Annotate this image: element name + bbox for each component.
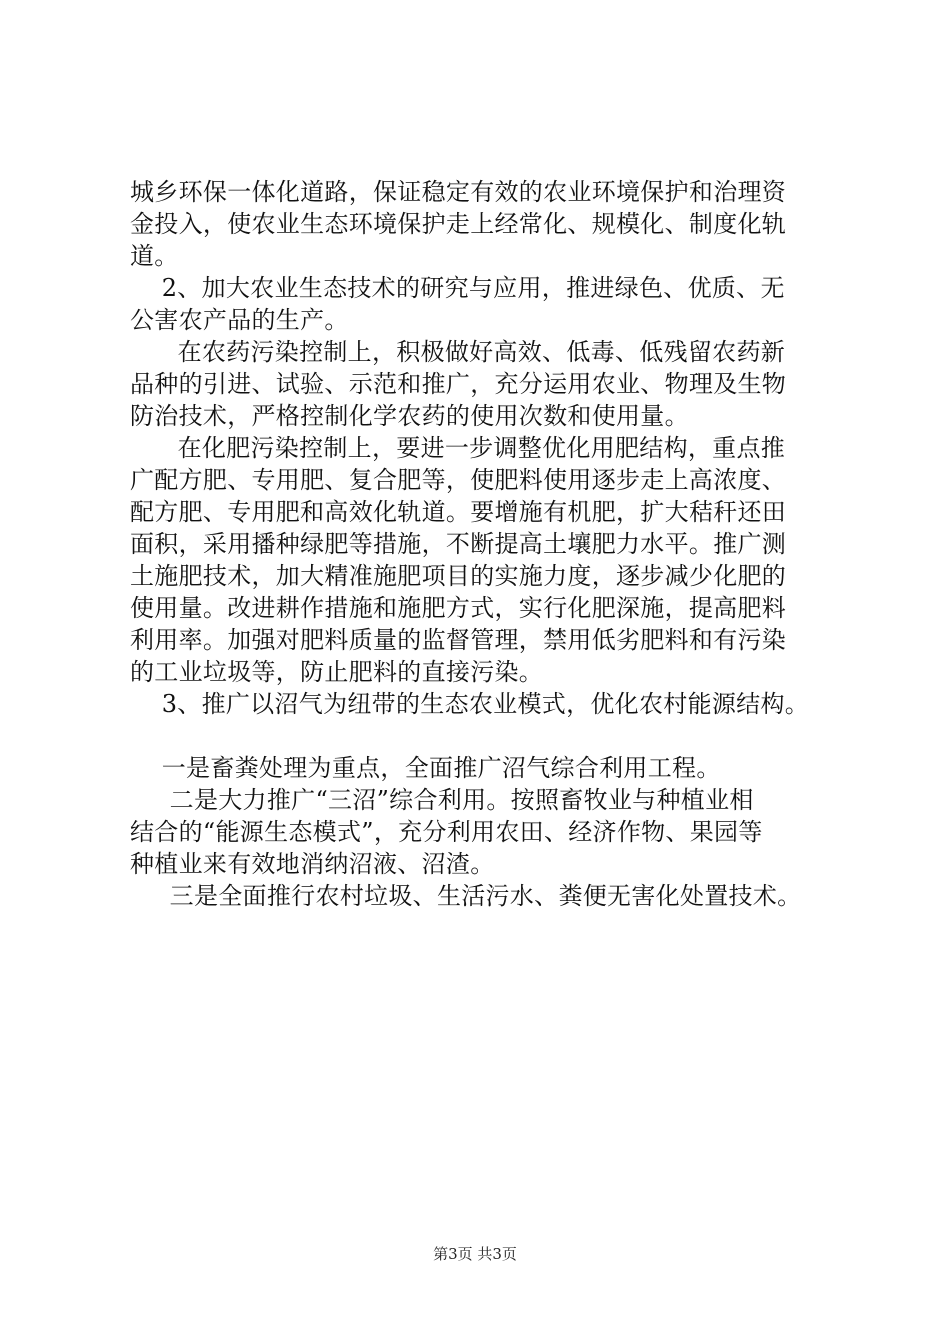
text-line: 2、加大农业生态技术的研究与应用，推进绿色、优质、无	[130, 274, 785, 302]
text-line: 结合的“能源生态模式”，充分利用农田、经济作物、果园等	[130, 818, 763, 846]
text-line: 公害农产品的生产。	[130, 306, 349, 334]
text-line: 城乡环保一体化道路，保证稳定有效的农业环境保护和治理资	[130, 178, 787, 206]
text-line: 防治技术，严格控制化学农药的使用次数和使用量。	[130, 402, 689, 430]
text-line: 二是大力推广“三沼”综合利用。按照畜牧业与种植业相	[130, 786, 754, 814]
text-line: 种植业来有效地消纳沼液、沼渣。	[130, 850, 495, 878]
text-line: 三是全面推行农村垃圾、生活污水、粪便无害化处置技术。	[130, 882, 802, 910]
text-line: 使用量。改进耕作措施和施肥方式，实行化肥深施，提高肥料	[130, 594, 787, 622]
text-line: 在化肥污染控制上，要进一步调整优化用肥结构，重点推	[130, 434, 786, 462]
document-body	[130, 176, 842, 912]
text-line: 土施肥技术，加大精准施肥项目的实施力度，逐步减少化肥的	[130, 562, 787, 590]
text-line: 配方肥、专用肥和高效化轨道。要增施有机肥，扩大秸秆还田	[130, 498, 787, 526]
text-line: 利用率。加强对肥料质量的监督管理，禁用低劣肥料和有污染	[130, 626, 787, 654]
blank-line	[130, 720, 842, 752]
text-line: 一是畜粪处理为重点，全面推广沼气综合利用工程。	[130, 754, 721, 782]
page-number-footer: 第3页 共3页	[433, 1245, 517, 1263]
text-line: 的工业垃圾等，防止肥料的直接污染。	[130, 658, 544, 686]
text-line: 在农药污染控制上，积极做好高效、低毒、低残留农药新	[130, 338, 786, 366]
text-line: 面积，采用播种绿肥等措施，不断提高土壤肥力水平。推广测	[130, 530, 787, 558]
text-line: 3、推广以沼气为纽带的生态农业模式，优化农村能源结构。	[130, 690, 810, 718]
text-line: 广配方肥、专用肥、复合肥等，使肥料使用逐步走上高浓度、	[130, 466, 787, 494]
text-line: 品种的引进、试验、示范和推广，充分运用农业、物理及生物	[130, 370, 787, 398]
text-line: 金投入，使农业生态环境保护走上经常化、规模化、制度化轨	[130, 210, 787, 238]
text-line: 道。	[130, 242, 179, 270]
